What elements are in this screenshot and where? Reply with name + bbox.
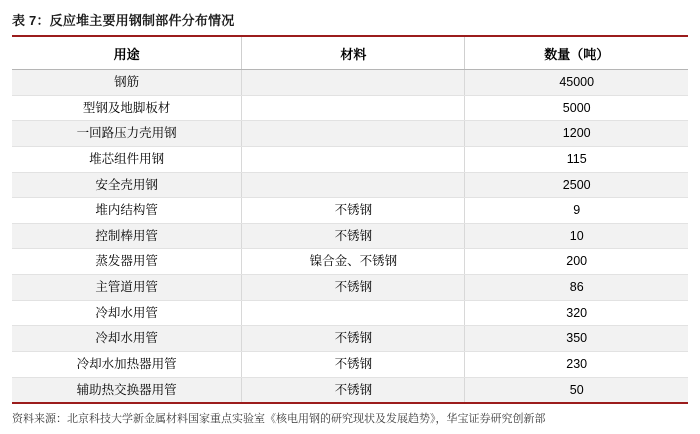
cell-purpose: 一回路压力壳用钢	[12, 121, 242, 147]
cell-purpose: 蒸发器用管	[12, 249, 242, 275]
table-row	[12, 198, 688, 224]
cell-quantity: 9	[465, 198, 688, 224]
cell-quantity: 230	[465, 351, 688, 377]
cell-material	[242, 300, 465, 326]
cell-material: 不锈钢	[242, 326, 465, 352]
data-table	[12, 37, 688, 402]
cell-material	[242, 70, 465, 96]
table-row	[12, 223, 688, 249]
column-header-quantity: 数量（吨）	[465, 37, 688, 70]
cell-quantity: 2500	[465, 172, 688, 198]
cell-purpose: 控制棒用管	[12, 223, 242, 249]
table-row	[12, 275, 688, 301]
table-row	[12, 377, 688, 402]
table-row	[12, 300, 688, 326]
cell-quantity: 50	[465, 377, 688, 402]
cell-material: 不锈钢	[242, 377, 465, 402]
table-row	[12, 351, 688, 377]
data-table-container	[12, 35, 688, 404]
cell-material	[242, 95, 465, 121]
cell-material: 不锈钢	[242, 351, 465, 377]
cell-purpose: 钢筋	[12, 70, 242, 96]
table-row	[12, 326, 688, 352]
cell-material: 不锈钢	[242, 275, 465, 301]
cell-material: 镍合金、不锈钢	[242, 249, 465, 275]
table-header	[12, 37, 688, 70]
cell-material: 不锈钢	[242, 198, 465, 224]
table-row	[12, 146, 688, 172]
cell-purpose: 堆芯组件用钢	[12, 146, 242, 172]
table-row	[12, 172, 688, 198]
cell-quantity: 200	[465, 249, 688, 275]
table-row	[12, 70, 688, 96]
cell-material: 不锈钢	[242, 223, 465, 249]
cell-quantity: 10	[465, 223, 688, 249]
cell-quantity: 86	[465, 275, 688, 301]
table-row	[12, 95, 688, 121]
cell-purpose: 冷却水加热器用管	[12, 351, 242, 377]
cell-material	[242, 121, 465, 147]
column-header-purpose: 用途	[12, 37, 242, 70]
table-row	[12, 249, 688, 275]
column-header-material: 材料	[242, 37, 465, 70]
cell-quantity: 45000	[465, 70, 688, 96]
cell-quantity: 320	[465, 300, 688, 326]
cell-purpose: 冷却水用管	[12, 326, 242, 352]
cell-quantity: 1200	[465, 121, 688, 147]
cell-purpose: 堆内结构管	[12, 198, 242, 224]
cell-material	[242, 172, 465, 198]
cell-quantity: 115	[465, 146, 688, 172]
cell-quantity: 5000	[465, 95, 688, 121]
cell-purpose: 型钢及地脚板材	[12, 95, 242, 121]
cell-purpose: 安全壳用钢	[12, 172, 242, 198]
cell-purpose: 辅助热交换器用管	[12, 377, 242, 402]
table-body	[12, 70, 688, 403]
table-header-row	[12, 37, 688, 70]
source-note: 资料来源：北京科技大学新金属材料国家重点实验室《核电用钢的研究现状及发展趋势》，华宝证券研究创新部	[12, 413, 546, 426]
table-row	[12, 121, 688, 147]
cell-material	[242, 146, 465, 172]
table-caption: 表 7：反应堆主要用钢制部件分布情况	[12, 13, 235, 28]
cell-purpose: 主管道用管	[12, 275, 242, 301]
cell-purpose: 冷却水用管	[12, 300, 242, 326]
cell-quantity: 350	[465, 326, 688, 352]
